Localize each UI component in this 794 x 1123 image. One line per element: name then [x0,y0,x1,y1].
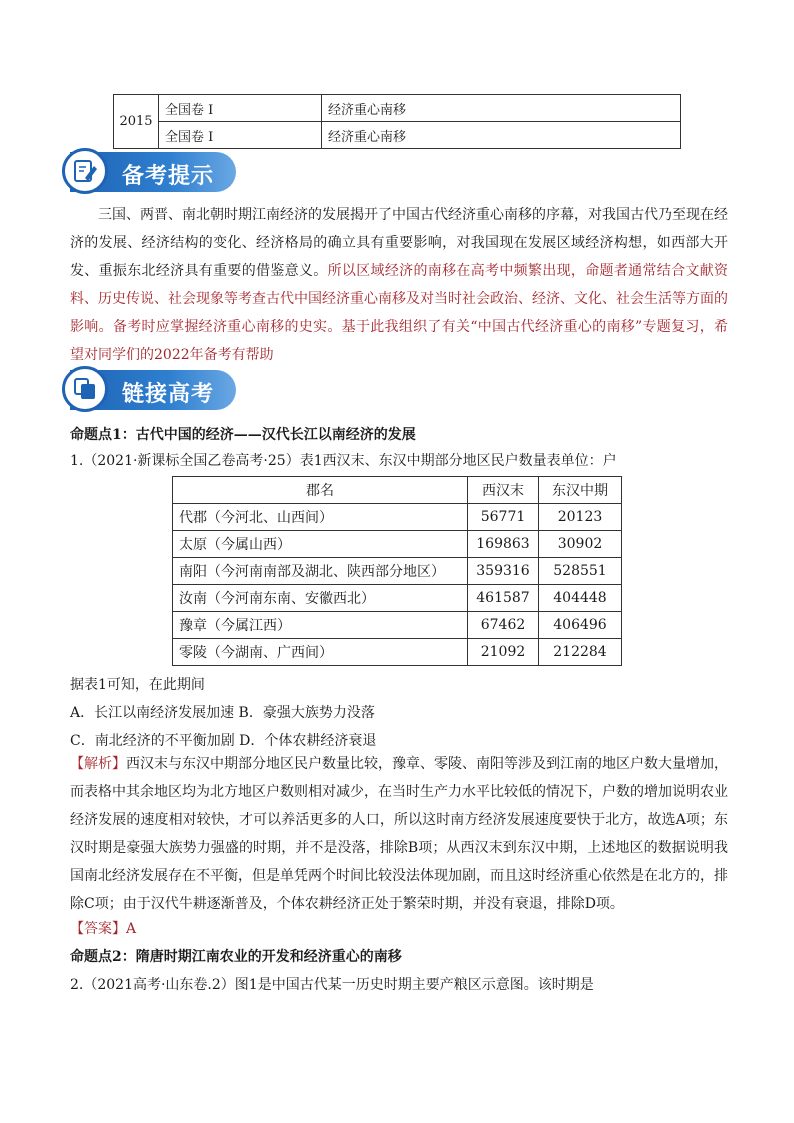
section-title: 备考提示 [122,163,215,189]
options-line-1: A．长江以南经济发展加速 B．豪强大族势力没落 [70,705,375,721]
table-cell: 404448 [539,585,622,612]
answer-line [70,918,136,938]
table-row [173,558,622,585]
section-title: 链接高考 [122,381,215,407]
table-cell: 67462 [468,612,539,639]
table-row [173,585,622,612]
table-cell: 169863 [468,531,539,558]
options-line-2: C．南北经济的不平衡加剧 D．个体农耕经济衰退 [70,733,377,749]
paragraph-highlight: 所以区域经济的南移在高考中频繁出现，命题者通常结合文献资料、历史传说、社会现象等考查古代中国经济重心南移及对当时社会政治、经济、文化、社会生活等方面的影响。备考时应掌握经济重心南移的史实。基于此我组织了有关“中国古代经济重心的南移”专题复习，希望对同学们的2022年备考有帮助 [70,263,729,363]
table-cell: 汝南（今河南东南、安徽西北） [173,585,468,612]
table-cell: 359316 [468,558,539,585]
table-cell: 528551 [539,558,622,585]
pencil-icon [62,148,108,194]
table-cell: 零陵（今湖南、广西间） [173,639,468,666]
section-banner-prep-tips [70,152,236,192]
answer-value: A [126,921,137,937]
table-cell: 461587 [468,585,539,612]
analysis-tag: 【解析】 [70,756,126,772]
paper-cell: 全国卷 I [159,95,322,122]
table-cell: 406496 [539,612,622,639]
point-1-heading: 命题点1：古代中国的经济——汉代长江以南经济的发展 [70,427,416,443]
table-header-row [173,477,622,504]
population-table [172,476,622,666]
table-row [173,612,622,639]
table-row [173,639,622,666]
documents-icon [62,366,108,412]
point-2-heading: 命题点2：隋唐时期江南农业的开发和经济重心的南移 [70,949,402,965]
section-banner-exam-links [70,370,236,410]
header-cell: 东汉中期 [539,477,622,504]
table-cell: 21092 [468,639,539,666]
prep-tips-paragraph [70,201,728,369]
topic-cell: 经济重心南移 [322,122,681,149]
table-row [114,122,681,149]
question-2: 2.（2021高考·山东卷.2）图1是中国古代某一历史时期主要产粮区示意图。该时期是 [70,977,594,993]
exam-history-table [113,94,681,149]
table-row [173,504,622,531]
topic-cell: 经济重心南移 [322,95,681,122]
table-cell: 南阳（今河南南部及湖北、陕西部分地区） [173,558,468,585]
header-cell: 郡名 [173,477,468,504]
table-cell: 豫章（今属江西） [173,612,468,639]
table-cell: 代郡（今河北、山西间） [173,504,468,531]
year-cell: 2015 [114,95,159,149]
table-row [173,531,622,558]
table-cell: 56771 [468,504,539,531]
analysis-paragraph [70,750,728,918]
question-stem: 据表1可知，在此期间 [70,677,205,693]
table-cell: 212284 [539,639,622,666]
answer-tag: 【答案】 [70,921,126,937]
table-row [114,95,681,122]
analysis-text: 西汉末与东汉中期部分地区民户数量比较，豫章、零陵、南阳等涉及到江南的地区户数大量增加，而表格中其余地区均为北方地区户数则相对减少，在当时生产力水平比较低的情况下，户数的增加说明农业经济发展的速度相对较快，才可以养活更多的人口，所以这时南方经济发展速度要快于北方，故选A项；东汉时期是豪强大族势力强盛的时期，并不是没落，排除B项；从西汉末到东汉中期，上述地区的数据说明我国南北经济发展存在不平衡，但是单凭两个时间比较没法体现加剧，而且这时经济重心依然是在北方的，排除C项；由于汉代牛耕逐渐普及，个体农耕经济正处于繁荣时期，并没有衰退，排除D项。 [70,756,728,912]
paper-cell: 全国卷 I [159,122,322,149]
paragraph-text: 三国、两晋、南北朝时期江南经济的发展揭开了中国古代经济重心南移的序幕，对我国古代乃至现在经济的发展、经济结构的变化、经济格局的确立具有重要影响，对我国现在发展区域经济构想，如西部大开发、重振东北经济具有重要的借鉴意义。 [70,207,728,279]
question-1: 1.（2021·新课标全国乙卷高考·25）表1西汉末、东汉中期部分地区民户数量表单位：户 [70,453,617,469]
table-cell: 30902 [539,531,622,558]
table-cell: 20123 [539,504,622,531]
table-cell: 太原（今属山西） [173,531,468,558]
header-cell: 西汉末 [468,477,539,504]
